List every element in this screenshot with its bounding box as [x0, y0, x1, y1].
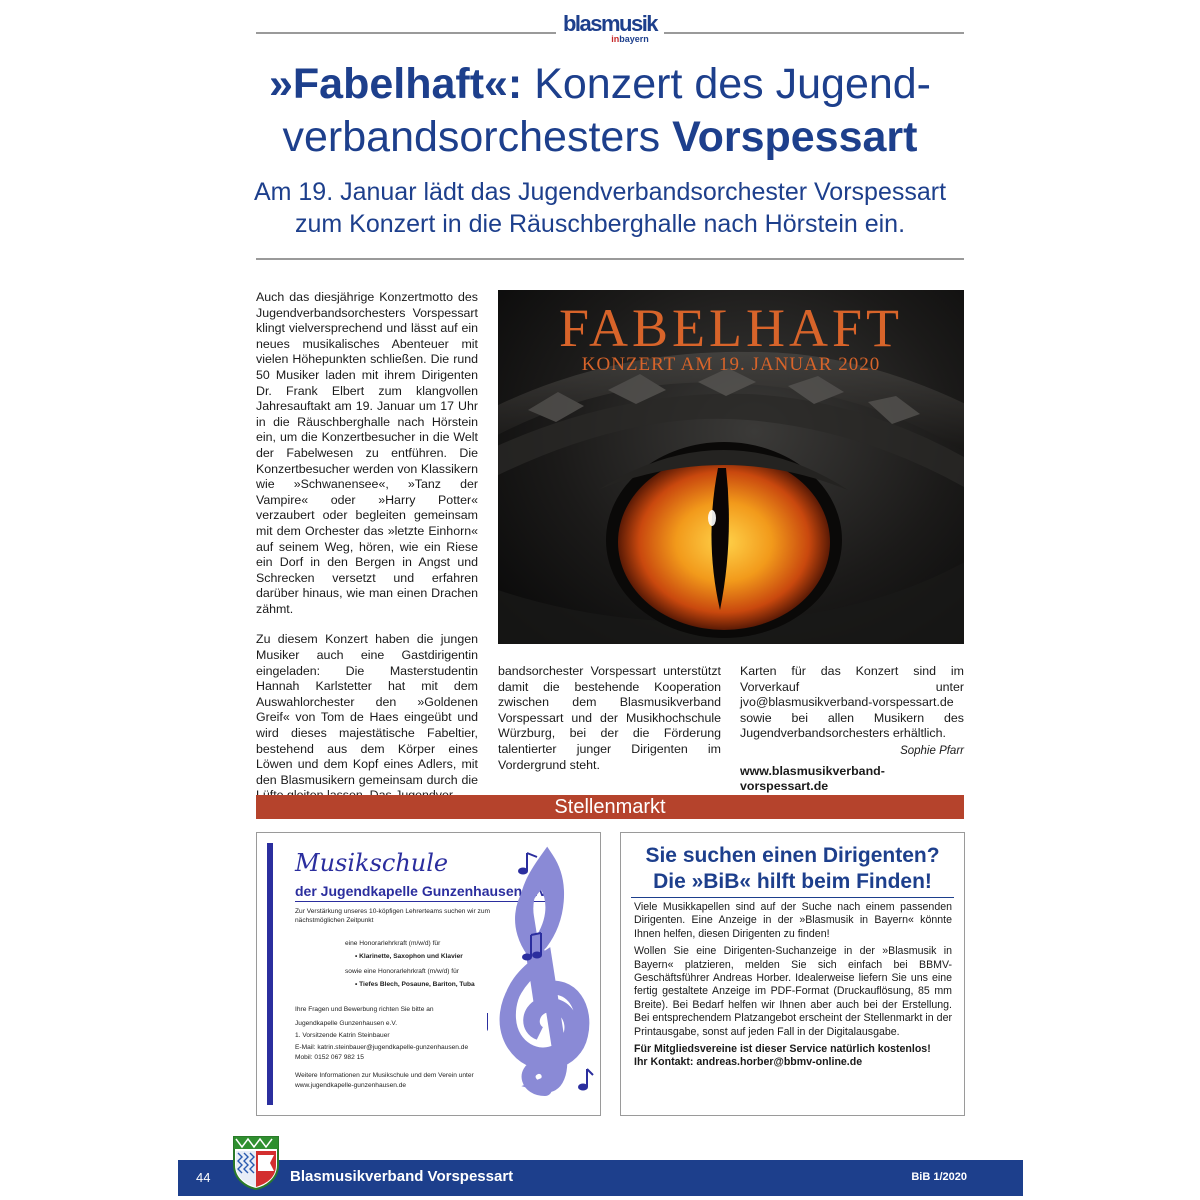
logo-region: bayern — [619, 34, 649, 44]
bib-ad-free-note: Für Mitgliedsvereine ist dieser Service natürlich kostenlos! — [634, 1043, 931, 1056]
article-paragraph: Auch das diesjährige Konzertmotto des Jugendverbandsorchesters Vorspessart klingt vielversprechend und lässt auf ein neues musikalisches Abenteuer mit vielen Höhepunkten schließen. Die rund 50 Musiker laden mit ihrem Dirigenten Dr. Frank Elbert zum klangvollen Jahresauftakt am 19. Januar um 17 Uhr in die Räuschberghalle nach Hörstein ein, um die Konzertbesucher in die Welt der Fabelwesen zu entführen. Die Konzertbesucher werden von Klassikern wie »Schwanensee«, »Tanz der Vampire« oder »Harry Potter« verzaubert oder begleiten gemeinsam mit dem Orchester das »letzte Einhorn« auf seinem Weg, hören, wie ein Riese ein Dorf in den Bergen in Angst und Schrecken versetzt und erfahren darüber hinaus, wie man einen Drachen zähmt. — [256, 290, 478, 616]
bib-ad-divider — [631, 897, 954, 898]
ad-school-subtitle: der Jugendkapelle Gunzenhausen e.V. — [295, 883, 550, 899]
bib-ad-headline-2: Die »BiB« hilft beim Finden! — [653, 870, 932, 893]
musikschule-job-ad — [256, 832, 601, 1116]
ad-intro: Zur Verstärkung unseres 10-köpfigen Lehrerteams suchen wir zum nächstmöglichen Zeitpunkt — [295, 908, 490, 924]
ad-job2-title: sowie eine Honorarlehrkraft (m/w/d) für — [345, 968, 459, 975]
article-subheadline: Am 19. Januar lädt das Jugendverbandsorchester Vorspessart zum Konzert in die Räuschberghalle nach Hörstein ein. — [253, 178, 947, 238]
bib-ad-body — [634, 901, 952, 1070]
header-divider — [256, 258, 964, 260]
article-paragraph: bandsorchester Vorspessart unterstützt damit die bestehende Kooperation zwischen dem Blasmusikverband Vorspessart und der Musikhochschule Würzburg, bei der die Förderung talentierter junger Dirigenten im Vordergrund steht. — [498, 664, 721, 772]
ad-more-info: Weitere Informationen zur Musikschule und dem Verein unter — [295, 1072, 474, 1079]
district-crest-icon — [232, 1135, 280, 1191]
orchestra-url: www.blasmusikverband-vorspessart.de — [740, 763, 885, 794]
footer-section-title: Blasmusikverband Vorspessart — [290, 1168, 514, 1185]
page-number: 44 — [196, 1170, 211, 1185]
bib-service-ad — [620, 832, 965, 1116]
headline-regular-1: Konzert des Jugend- — [522, 60, 932, 108]
ad-job2-detail: • Tiefes Blech, Posaune, Bariton, Tuba — [355, 981, 475, 988]
stellenmarkt-header: Stellenmarkt — [256, 795, 964, 819]
ad-contact-intro: Ihre Fragen und Bewerbung richten Sie bitte an — [295, 1006, 434, 1013]
ad-job1-title: eine Honorarlehrkraft (m/w/d) für — [345, 940, 441, 947]
bib-ad-headline — [621, 843, 964, 895]
logo-main: blasmusik — [562, 11, 658, 36]
ad-contact-person: 1. Vorsitzende Katrin Steinbauer — [295, 1032, 390, 1039]
ad-contact-org: Jugendkapelle Gunzenhausen e.V. — [295, 1020, 398, 1027]
top-rule-left — [256, 32, 556, 34]
page-footer — [178, 1160, 1023, 1196]
bib-ad-paragraph: Viele Musikkapellen sind auf der Suche nach einem passenden Dirigenten. Eine Anzeige in der »Blasmusik in Bayern« könnte Ihnen helfen, diesen Dirigenten zu finden! — [634, 901, 952, 940]
bib-ad-paragraph: Wollen Sie eine Dirigenten-Suchanzeige in der »Blasmusik in Bayern« platzieren, melden Sie sich einfach bei BBMV-Geschäftsführer Andreas Horber. Idealerweise liefern Sie uns eine fertig gestaltete Anzeige im PDF-Format (Druckauflösung, 85 mm Breite). Bei Bedarf helfen wir Ihnen aber auch bei der Erstellung. Bei entsprechendem Platzangebot erscheint der Stellenmarkt in der Printausgabe, sonst auf jeden Fall in der Digitalausgabe. — [634, 945, 952, 1038]
logo-in: in — [611, 34, 620, 44]
article-column-1 — [256, 290, 478, 819]
headline-bold-1: »Fabelhaft«: — [268, 60, 523, 108]
ad-contact-phone: Mobil: 0152 067 982 15 — [295, 1054, 364, 1061]
author-signature: Sophie Pfarr — [900, 744, 964, 757]
article-paragraph: Karten für das Konzert sind im Vorverkauf unter jvo@blasmusikverband-vorspessart.de sowie bei allen Musikern des Jugendverbandsorchesters erhältlich. — [740, 664, 964, 741]
article-headline — [200, 58, 1000, 164]
ad-school-title: Musikschule — [295, 849, 449, 877]
article-paragraph: Zu diesem Konzert haben die jungen Musiker auch eine Gastdirigentin eingeladen: Die Masterstudentin Hannah Karlstetter hat mit dem Auswahlorchester den »Goldenen Greif« von Tom de Haes eingeübt und wird dieses majestätische Fabeltier, bestehend aus dem Körper eines Löwen und dem Kopf eines Adlers, mit den Blasmusikern gemeinsam durch die — [256, 632, 478, 787]
bib-ad-headline-1: Sie suchen einen Dirigenten? — [645, 844, 940, 867]
footer-issue: BiB 1/2020 — [911, 1171, 967, 1183]
ad-more-url: www.jugendkapelle-gunzenhausen.de — [295, 1082, 407, 1089]
treble-clef-icon — [487, 839, 597, 1109]
top-rule-right — [664, 32, 964, 34]
bib-ad-contact: Ihr Kontakt: andreas.horber@bbmv-online.de — [634, 1056, 863, 1069]
poster-subtitle: KONZERT AM 19. JANUAR 2020 — [581, 354, 881, 375]
headline-regular-2: verbandsorchesters — [282, 113, 673, 161]
magazine-logo — [562, 11, 658, 44]
ad-contact-email: E-Mail: katrin.steinbauer@jugendkapelle-gunzenhausen.de — [295, 1044, 469, 1051]
ad-accent-stripe — [267, 843, 273, 1105]
ad-job1-detail: • Klarinette, Saxophon und Klavier — [355, 953, 463, 960]
poster-title: FABELHAFT — [558, 298, 904, 358]
headline-bold-2: Vorspessart — [672, 113, 918, 161]
article-column-2 — [498, 664, 721, 788]
concert-poster-image — [498, 290, 964, 644]
article-column-3 — [740, 664, 964, 795]
